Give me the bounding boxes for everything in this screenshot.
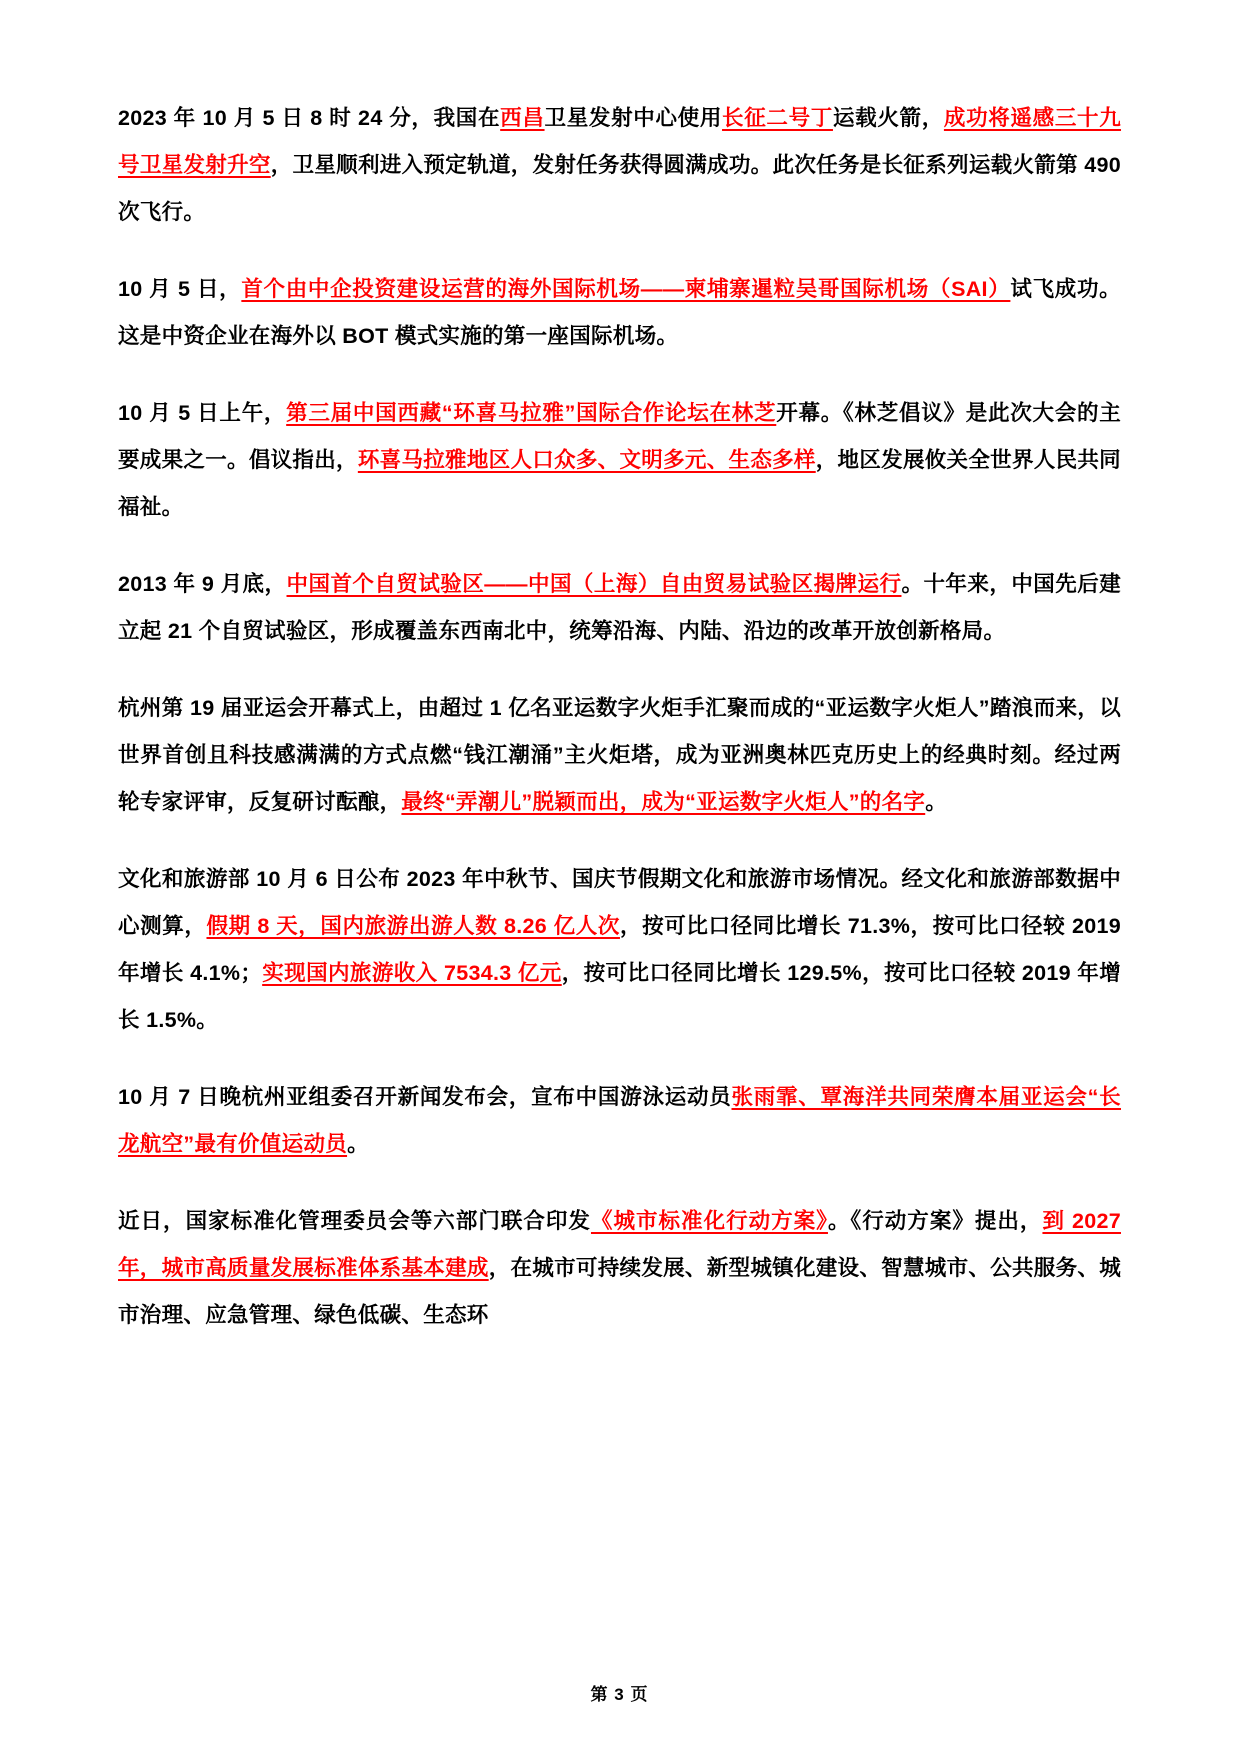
body-text: 文化和旅游部 10 月 6 日公布 2023 年中秋节、国庆节假期文化和旅游市场情况。经文化和旅游部数据中心测算， [118,867,1121,938]
highlighted-text: 《城市标准化行动方案》 [590,1209,828,1233]
highlighted-text: 实现国内旅游收入 7534.3 亿元 [262,961,562,985]
body-text: 10 月 5 日， [118,277,242,301]
body-text: 卫星发射中心使用 [544,106,723,130]
highlighted-text: 西昌 [500,106,545,130]
body-text: 。十年来，中国先后建立起 21 个自贸试验区，形成覆盖东西南北中，统筹沿海、内陆、沿边的改革开放创新格局。 [118,572,1121,643]
highlighted-text: 环喜马拉雅地区人口众多、文明多元、生态多样 [357,448,816,472]
paragraph-himalaya-forum [118,390,1121,531]
body-text: 10 月 7 日晚杭州亚组委召开新闻发布会，宣布中国游泳运动员 [118,1085,732,1109]
body-text: ，按可比口径同比增长 129.5%，按可比口径较 2019 年增长 1.5%。 [118,961,1121,1032]
body-text: 。《行动方案》提出， [827,1209,1043,1233]
body-text: ，地区发展攸关全世界人民共同福祉。 [118,448,1121,519]
paragraph-mvp-swimmers [118,1074,1121,1168]
body-text: 2023 年 10 月 5 日 8 时 24 分，我国在 [118,106,501,130]
highlighted-text: 最终“弄潮儿”脱颖而出，成为“亚运数字火炬人”的名字 [401,790,926,814]
body-text: 杭州第 19 届亚运会开幕式上，由超过 1 亿名亚运数字火炬手汇聚而成的“亚运数字火炬人”踏浪而来，以世界首创且科技感满满的方式点燃“钱江潮涌”主火炬塔，成为亚洲奥林匹克历史上的经典时刻。经过两轮专家评审，反复研讨酝酿， [118,696,1121,814]
body-text: 10 月 5 日上午， [118,401,287,425]
body-text: 运载火箭， [832,106,944,130]
body-text: ，卫星顺利进入预定轨道，发射任务获得圆满成功。此次任务是长征系列运载火箭第 490 次飞行。 [118,153,1121,224]
body-text: 近日，国家标准化管理委员会等六部门联合印发 [118,1209,591,1233]
paragraph-holiday-tourism [118,856,1121,1044]
body-text: 。 [347,1132,369,1156]
paragraph-free-trade-zone [118,561,1121,655]
body-text: 开幕。《林芝倡议》是此次大会的主要成果之一。倡议指出， [118,401,1121,472]
paragraph-satellite-launch [118,95,1121,236]
highlighted-text: 到 2027 年，城市高质量发展标准体系基本建成 [118,1209,1121,1280]
body-text: ，在城市可持续发展、新型城镇化建设、智慧城市、公共服务、城市治理、应急管理、绿色低碳、生态环 [118,1256,1122,1327]
highlighted-text: 中国首个自贸试验区——中国（上海）自由贸易试验区揭牌运行 [286,572,902,596]
page-number: 第 3 页 [590,1685,649,1704]
document-body [118,95,1121,1339]
highlighted-text: 第三届中国西藏“环喜马拉雅”国际合作论坛在林芝 [286,401,777,425]
body-text: 。 [925,790,948,814]
highlighted-text: 首个由中企投资建设运营的海外国际机场——柬埔寨暹粒吴哥国际机场（SAI） [241,277,1011,301]
highlighted-text: 张雨霏、覃海洋共同荣膺本届亚运会“长龙航空”最有价值运动员 [118,1085,1121,1156]
highlighted-text: 长征二号丁 [722,106,833,130]
body-text: ，按可比口径同比增长 71.3%，按可比口径较 2019 年增长 4.1%； [118,914,1122,985]
body-text: 2013 年 9 月底， [118,572,287,596]
paragraph-cambodia-airport [118,266,1121,360]
paragraph-city-standardization [118,1198,1121,1339]
highlighted-text: 假期 8 天，国内旅游出游人数 8.26 亿人次 [206,914,620,938]
paragraph-asian-games-torch [118,685,1121,826]
highlighted-text: 成功将遥感三十九号卫星发射升空 [118,106,1122,177]
body-text: 试飞成功。这是中资企业在海外以 BOT 模式实施的第一座国际机场。 [118,277,1121,348]
